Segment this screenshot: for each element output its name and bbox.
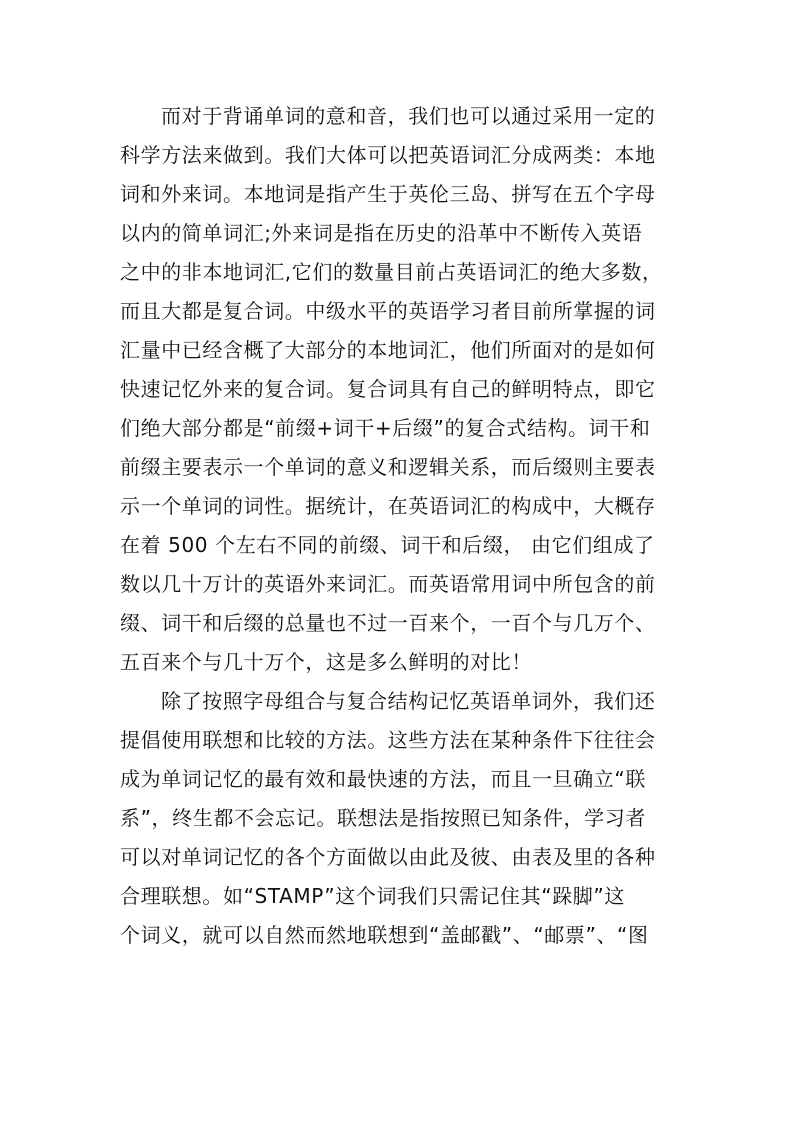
paragraph-1-line-14: 缀、词干和后缀的总量也不过一百来个，一百个与几万个、	[120, 611, 656, 635]
paragraph-2-line-6: 合理联想。如“STAMP”这个词我们只需记住其“跺脚”这	[120, 884, 625, 908]
paragraph-1-line-9: 们绝大部分都是“前缀+词干+后缀”的复合式结构。词干和	[120, 416, 651, 440]
paragraph-2-line-5: 可以对单词记忆的各个方面做以由此及彼、由表及里的各种	[120, 845, 656, 869]
paragraph-1-line-13: 数以几十万计的英语外来词汇。而英语常用词中所包含的前	[120, 572, 656, 596]
paragraph-1-line-6: 而且大都是复合词。中级水平的英语学习者目前所掌握的词	[120, 299, 656, 323]
paragraph-1-line-10: 前缀主要表示一个单词的意义和逻辑关系，而后缀则主要表	[120, 455, 656, 479]
paragraph-1-line-3: 词和外来词。本地词是指产生于英伦三岛、拼写在五个字母	[120, 182, 656, 206]
paragraph-1-line-5: 之中的非本地词汇,它们的数量目前占英语词汇的绝大多数，	[120, 260, 663, 284]
paragraph-2-line-2: 提倡使用联想和比较的方法。这些方法在某种条件下往往会	[120, 728, 656, 752]
paragraph-2-line-4: 系”，终生都不会忘记。联想法是指按照已知条件，学习者	[120, 806, 646, 830]
paragraph-1-line-1: 而对于背诵单词的意和音，我们也可以通过采用一定的	[161, 104, 656, 128]
paragraph-1-line-15: 五百来个与几十万个，这是多么鲜明的对比！	[120, 650, 532, 674]
paragraph-1-line-12: 在着 500 个左右不同的前缀、词干和后缀， 由它们组成了	[120, 533, 655, 557]
paragraph-2-line-7: 个词义，就可以自然而然地联想到“盖邮戳”、“邮票”、“图	[120, 923, 649, 947]
paragraph-1-line-8: 快速记忆外来的复合词。复合词具有自己的鲜明特点，即它	[120, 377, 656, 401]
paragraph-1-line-4: 以内的简单词汇;外来词是指在历史的沿革中不断传入英语	[120, 221, 643, 245]
paragraph-2-line-1: 除了按照字母组合与复合结构记忆英语单词外，我们还	[161, 689, 656, 713]
paragraph-1-line-11: 示一个单词的词性。据统计，在英语词汇的构成中，大概存	[120, 494, 656, 518]
paragraph-1-line-7: 汇量中已经含概了大部分的本地词汇，他们所面对的是如何	[120, 338, 656, 362]
paragraph-2-line-3: 成为单词记忆的最有效和最快速的方法，而且一旦确立“联	[120, 767, 646, 791]
paragraph-1-line-2: 科学方法来做到。我们大体可以把英语词汇分成两类：本地	[120, 143, 656, 167]
